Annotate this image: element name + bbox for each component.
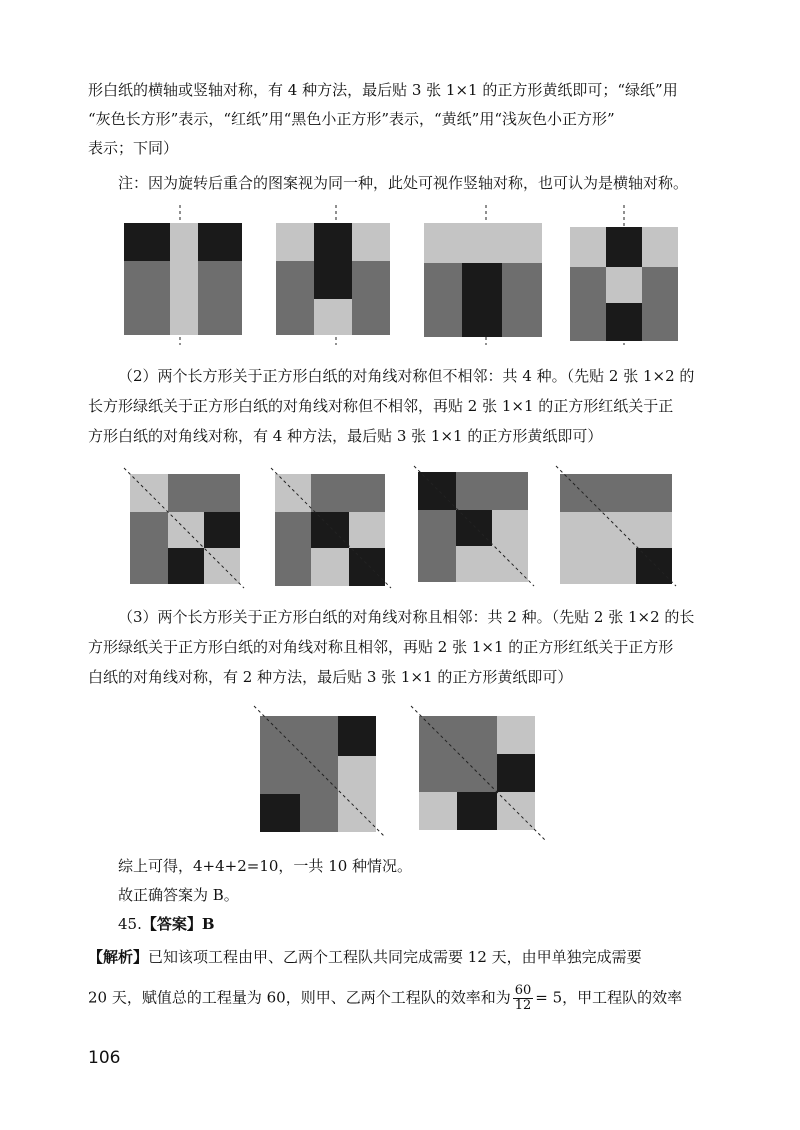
analysis-label: 【解析】 [88, 948, 149, 966]
fraction-numerator: 60 [514, 983, 532, 998]
figure-4 [562, 205, 712, 345]
paragraph-line: 形白纸的横轴或竖轴对称，有 4 种方法，最后贴 3 张 1×1 的正方形黄纸即可；“绿纸”用 [88, 81, 678, 99]
figure-5 [118, 462, 248, 592]
analysis-line-2 [88, 984, 682, 1013]
figure-10 [405, 700, 555, 850]
answer-line: 故正确答案为 B。 [118, 886, 239, 904]
figure-3 [418, 205, 568, 345]
fraction-denominator: 12 [514, 998, 532, 1013]
paragraph-line: （2）两个长方形关于正方形白纸的对角线对称但不相邻：共 4 种。（先贴 2 张 1×2 的 [118, 367, 695, 385]
figure-7 [410, 462, 540, 592]
paragraph-line: 方形绿纸关于正方形白纸的对角线对称且相邻，再贴 2 张 1×1 的正方形红纸关于正方形 [88, 638, 674, 656]
paragraph-line: 表示；下同） [88, 139, 179, 157]
figure-8 [552, 462, 682, 592]
answer-label: 【答案】 [141, 915, 202, 933]
answer-value: B [201, 915, 215, 933]
summary-line: 综上可得，4+4+2=10，一共 10 种情况。 [118, 857, 413, 875]
figure-9 [248, 700, 388, 840]
paragraph-line: 白纸的对角线对称，有 2 种方法，最后贴 3 张 1×1 的正方形黄纸即可） [88, 668, 573, 686]
note-line: 注：因为旋转后重合的图案视为同一种，此处可视作竖轴对称，也可认为是横轴对称。 [118, 174, 689, 192]
analysis-text-a: 20 天，赋值总的工程量为 60，则甲、乙两个工程队的效率和为 [88, 988, 511, 1007]
figure-1 [112, 205, 262, 345]
question-45-answer [118, 914, 215, 934]
paragraph-line: 长方形绿纸关于正方形白纸的对角线对称但不相邻，再贴 2 张 1×1 的正方形红纸关于正 [88, 397, 674, 415]
analysis-text-b: = 5，甲工程队的效率 [535, 988, 683, 1007]
figure-6 [265, 462, 395, 592]
question-number: 45. [118, 915, 142, 933]
analysis-text: 已知该项工程由甲、乙两个工程队共同完成需要 12 天，由甲单独完成需要 [148, 948, 642, 966]
analysis-line [88, 947, 642, 967]
paragraph-line: 方形白纸的对角线对称，有 4 种方法，最后贴 3 张 1×1 的正方形黄纸即可） [88, 427, 603, 445]
fraction [513, 984, 534, 1013]
paragraph-line: （3）两个长方形关于正方形白纸的对角线对称且相邻：共 2 种。（先贴 2 张 1×2 的长 [118, 608, 695, 626]
page-number: 106 [88, 1048, 121, 1068]
paragraph-line: “灰色长方形”表示，“红纸”用“黑色小正方形”表示，“黄纸”用“浅灰色小正方形” [88, 110, 615, 128]
figure-2 [268, 205, 418, 345]
